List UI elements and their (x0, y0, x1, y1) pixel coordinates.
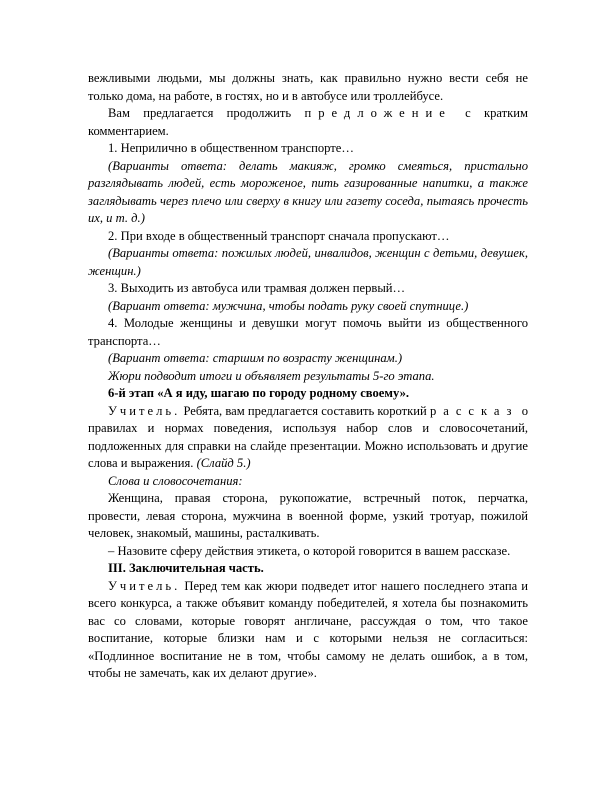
final-paragraph (88, 578, 528, 683)
answer-2: (Варианты ответа: пожилых людей, инвалидов, женщин с детьми, девушек, женщин.) (88, 246, 528, 278)
offer-text-start: Вам предлагается продолжить (108, 106, 305, 120)
words-heading: Слова и словосочетания: (108, 473, 243, 488)
final-text: Перед тем как жюри подведет итог нашего последнего этапа и всего конкурса, а также объявит команду победителей, я хотела бы познакомить вас со словами, которые говорят англичане, рассуждая о том, что такое воспитание, которые близки нам и с которыми нельзя не согласиться: «Подлинное воспитание не в том, чтобы самому не делать ошибок, а в том, чтобы не замечать, как их делают другие». (88, 578, 528, 680)
answer-1: (Варианты ответа: делать макияж, громко смеяться, пристально разглядывать людей, есть мороженое, пить газированные напитки, а также заглядывать через плечо или сверху в книгу или газету соседа, пытаясь прочесть их, и т. д.) (88, 158, 528, 225)
jury-stage-5: Жюри подводит итоги и объявляет результаты 5-го этапа. (108, 368, 435, 383)
question-3: 3. Выходить из автобуса или трамвая должен первый… (108, 281, 406, 295)
teacher-text-end: о правилах и нормах поведения, используя набор слов и словосочетаний, подложенных для справки на слайде презентации. Можно использовать и другие слова и выражения. (88, 403, 528, 470)
teacher-paragraph (88, 403, 528, 473)
words-list: Женщина, правая сторона, рукопожатие, встречный поток, перчатка, провести, левая сторона, мужчина в военной форме, узкий тротуар, пожилой человек, знакомый, машины, расталкивать. (88, 491, 528, 540)
question-2: 2. При входе в общественный транспорт сначала пропускают… (108, 228, 450, 243)
stage-6-heading: 6-й этап «А я иду, шагаю по городу родному своему». (108, 386, 410, 400)
final-part-heading: III. Заключительная часть. (108, 561, 264, 575)
question-4: 4. Молодые женщины и девушки могут помочь выйти из общественного транспорта… (88, 316, 528, 348)
answer-4: (Вариант ответа: старшим по возрасту женщинам.) (108, 351, 403, 365)
slide-reference: (Слайд 5.) (196, 456, 251, 470)
offer-text-end: с кратким комментарием. (88, 106, 528, 138)
offer-spaced-word: предложение (304, 106, 452, 120)
answer-3: (Вариант ответа: мужчина, чтобы подать руку своей спутнице.) (108, 298, 469, 313)
story-spaced-word: рассказ (429, 403, 519, 418)
teacher-label: Учитель. (108, 403, 181, 418)
question-1: 1. Неприлично в общественном транспорте… (108, 141, 354, 155)
teacher-label-2: Учитель. (108, 578, 181, 593)
offer-paragraph (88, 105, 528, 140)
document-page (88, 70, 528, 683)
task-paragraph: – Назовите сферу действия этикета, о которой говорится в вашем рассказе. (108, 543, 511, 558)
teacher-text-start: Ребята, вам предлагается составить короткий (180, 403, 430, 418)
intro-paragraph: вежливыми людьми, мы должны знать, как правильно нужно вести себя не только дома, на работе, в гостях, но и в автобусе или троллейбусе. (88, 71, 528, 103)
